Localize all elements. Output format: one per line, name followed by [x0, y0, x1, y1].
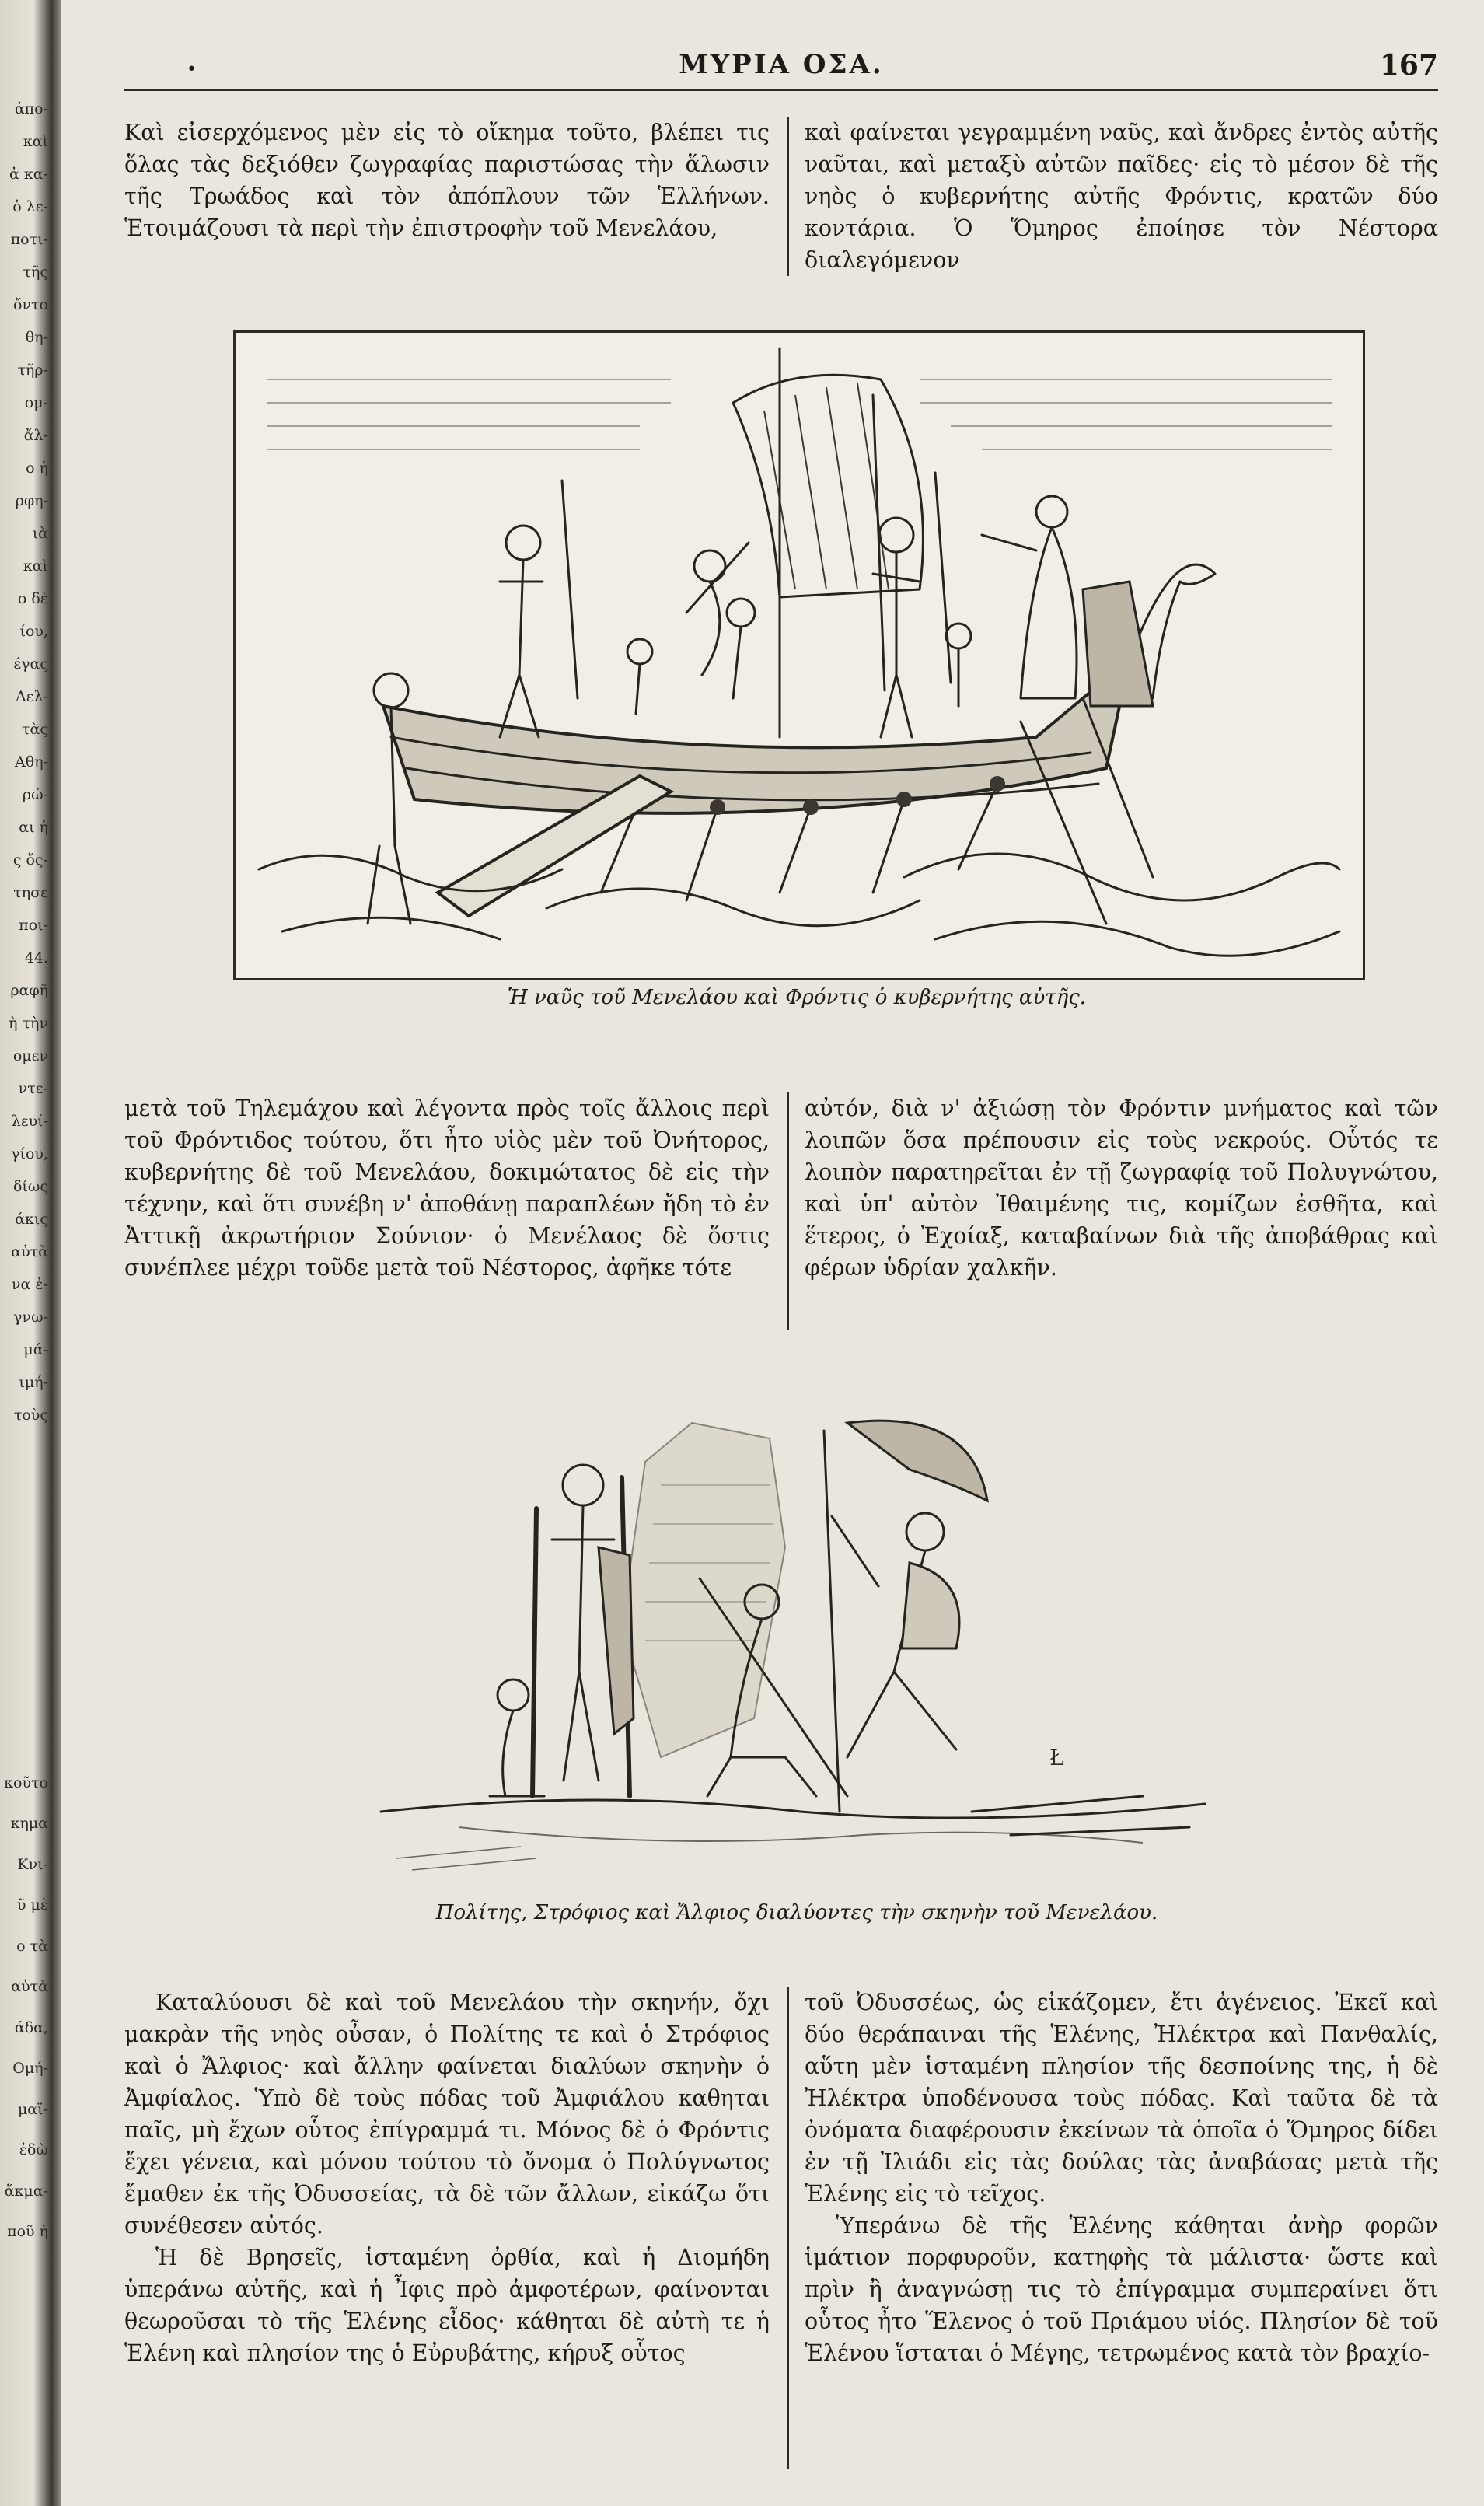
gutter-fragment: αὐτὰ	[11, 1979, 48, 1995]
middle-left-column	[124, 1092, 770, 1284]
facing-page-gutter	[0, 0, 61, 2506]
ship-illustration	[236, 333, 1363, 978]
gutter-fragment: ἀπο-	[14, 101, 48, 117]
gutter-fragment: Κνι-	[17, 1856, 48, 1873]
gutter-fragment: ο δὲ	[17, 591, 48, 607]
column-rule	[787, 117, 789, 276]
gutter-fragment: μά-	[23, 1342, 48, 1358]
gutter-fragment: ὴ τὴν	[9, 1015, 48, 1032]
paragraph: Ἡ δὲ Βρησεῖς, ἱσταμένη ὀρθία, καὶ ἡ Διομήδη ὑπεράνω αὐτῆς, καὶ ἡ Ἶφις πρὸ ἀμφοτέρων, φαίνονται θεωροῦσαι τὸ τῆς Ἑλένης εἶδος· κάθηται δὲ αὐτὴ τε ἡ Ἑλένη καὶ πλησίον της ὁ Εὐρυβάτης, κήρυξ οὗτος	[124, 2245, 770, 2366]
paragraph: Ὑπεράνω δὲ τῆς Ἑλένης κάθηται ἀνὴρ φορῶν ἱμάτιον πορφυροῦν, κατηφὴς τὰ μάλιστα· ὥστε καὶ πρὶν ἢ ἀναγνώσῃ τις τὸ ἐπίγραμμα συμπεραίνει ὅτι οὗτος ἦτο Ἕλενος ὁ τοῦ Πριάμου υἱός. Πλησίον δὲ τοῦ Ἑλένου ἵσταται ὁ Μέγης, τετρωμένος κατὰ τὸν βραχίο-	[805, 2213, 1438, 2366]
gutter-fragment: ς ὄς-	[12, 852, 48, 869]
gutter-fragment: έγας	[13, 656, 48, 673]
gutter-fragment: άδα,	[14, 2019, 48, 2036]
gutter-fragment: ῦ μὲ	[16, 1897, 48, 1914]
gutter-fragment: ἄκμα-	[4, 2183, 48, 2200]
gutter-fragment: ποῦ ἡ	[7, 2224, 48, 2240]
header-dot: •	[187, 60, 197, 79]
gutter-fragment: κημα	[10, 1816, 48, 1832]
gutter-fragment: κοῦτο	[4, 1774, 48, 1791]
gutter-fragment: 44.	[24, 950, 48, 966]
gutter-fragment: Δελ-	[15, 689, 48, 705]
gutter-fragment: αὐτὰ	[11, 1244, 48, 1260]
figure-caption: Πολίτης, Στρόφιος καὶ Ἄλφιος διαλύοντες τὴν σκηνὴν τοῦ Μενελάου.	[435, 1901, 1158, 1924]
gutter-fragment: ομεν	[12, 1048, 48, 1064]
paragraph: Καὶ εἰσερχόμενος μὲν εἰς τὸ οἴκημα τοῦτο, βλέπει τις ὅλας τὰς δεξιόθεν ζωγραφίας παριστώσας τὴν ἅλωσιν τῆς Τρωάδος καὶ τὸν ἀπόπλουν τῶν Ἑλλήνων. Ἑτοιμάζουσι τὰ περὶ τὴν ἐπιστροφὴν τοῦ Μενελάου,	[124, 120, 770, 241]
gutter-fragment: καὶ	[23, 558, 48, 575]
gutter-fragment: ποτι-	[10, 232, 48, 248]
gutter-fragment: ὁ λε-	[12, 199, 48, 215]
gutter-fragment: αι ἡ	[19, 820, 48, 836]
gutter-fragment: θη-	[25, 330, 48, 346]
paragraph: αὐτόν, διὰ ν' ἀξιώσῃ τὸν Φρόντιν μνήματος καὶ τῶν λοιπῶν ὅσα πρέπουσιν εἰς τοὺς νεκρούς. Οὗτός τε λοιπὸν παρατηρεῖται ἐν τῇ ζωγραφίᾳ τοῦ Πολυγνώτου, καὶ ὑπ' αὐτὸν Ἰθαιμένης τις, κομίζων ἐσθῆτα, καὶ ἕτερος, ὁ Ἐχοίαξ, καταβαίνων διὰ τῆς ἀποβάθρας καὶ φέρων ὑδρίαν χαλκῆν.	[805, 1096, 1438, 1281]
gutter-fragment: ο ἡ	[26, 460, 48, 477]
gutter-fragment: τοὺς	[13, 1407, 48, 1424]
paragraph: Καταλύουσι δὲ καὶ τοῦ Μενελάου τὴν σκηνήν, ὄχι μακρὰν τῆς νηὸς οὖσαν, ὁ Πολίτης τε καὶ ὁ Στρόφιος καὶ ὁ Ἄλφιος· καὶ ἄλλην φαίνεται διαλύων σκηνὴν ὁ Ἀμφίαλος. Ὑπὸ δὲ τοὺς πόδας τοῦ Ἀμφιάλου καθηται παῖς, μὴ ἔχων οὗτος ἐπίγραμμά τι. Μόνος δὲ ὁ Φρόντις ἔχει γένεια, καὶ μόνου τούτου τὸ ὄνομα ὁ Πολύγνωτος ἔμαθεν ἐκ τῆς Ὀδυσσείας, τὰ δὲ τῶν ἄλλων, εἰκάζω ὅτι συνέθεσεν αὐτός.	[124, 1990, 770, 2239]
engraver-signature: Ł	[1049, 1745, 1064, 1770]
top-left-column	[124, 117, 770, 244]
gutter-fragment: γίου,	[11, 1146, 48, 1162]
paragraph: μετὰ τοῦ Τηλεμάχου καὶ λέγοντα πρὸς τοῖς ἄλλοις περὶ τοῦ Φρόντιδος τούτου, ὅτι ἦτο υἱὸς μὲν τοῦ Ὀνήτορος, κυβερνήτης δὲ τοῦ Μενελάου, δοκιμώτατος δὲ εἰς τὴν τέχνην, καὶ ὅτι συνέβη ν' ἀποθάνῃ παραπλέων ἤδη τὸ ἐν Ἀττικῇ ἀκρωτήριον Σούνιον· ὁ Μενέλαος δὲ ὅστις συνέπλεε μέχρι τοῦδε μετὰ τοῦ Νέστορος, ἀφῆκε τότε	[124, 1096, 770, 1281]
document-page	[86, 0, 1454, 2506]
gutter-fragment: ιμή-	[19, 1375, 48, 1391]
figure-caption: Ἡ ναῦς τοῦ Μενελάου καὶ Φρόντις ὁ κυβερνήτης αὐτῆς.	[507, 986, 1087, 1009]
gutter-fragment: γνω-	[13, 1309, 48, 1326]
gutter-fragment: ίου,	[19, 624, 48, 640]
gutter-fragment: ο τὰ	[16, 1938, 48, 1955]
tent-engraving	[365, 1392, 1228, 1874]
page-header	[124, 43, 1438, 91]
top-right-column	[805, 117, 1438, 276]
gutter-fragment: ντε-	[18, 1081, 48, 1097]
tent-illustration	[365, 1392, 1228, 1874]
running-title: ΜΥΡΙΑ ΟΣΑ.	[679, 49, 884, 80]
gutter-fragment: λευί-	[11, 1113, 48, 1130]
bottom-right-column	[805, 1987, 1438, 2369]
middle-right-column	[805, 1092, 1438, 1284]
gutter-fragment: τῆς	[23, 264, 48, 281]
column-rule	[787, 1092, 789, 1330]
gutter-fragment: τὰς	[22, 722, 48, 738]
column-rule	[787, 1987, 789, 2469]
gutter-fragment: μαϊ-	[17, 2101, 48, 2118]
paragraph: τοῦ Ὀδυσσέως, ὡς εἰκάζομεν, ἔτι ἀγένειος. Ἐκεῖ καὶ δύο θεράπαιναι τῆς Ἑλένης, Ἠλέκτρα καὶ Πανθαλίς, αὕτη μὲν ἱσταμένη πλησίον τῆς δεσποίνης της, ἡ δὲ Ἠλέκτρα ὑποδένουσα τοὺς πόδας. Καὶ ταῦτα δὲ τὰ ὀνόματα διαφέρουσιν ἐκείνων τὰ ὁποῖα ὁ Ὅμηρος δίδει ἐν τῇ Ἰλιάδι εἰς τὰς δούλας τὰς ἀναβάσας μετὰ τῆς Ἑλένης εἰς τὸ τεῖχος.	[805, 1990, 1438, 2207]
page-number: 167	[1379, 49, 1438, 82]
gutter-fragment: ρφη-	[15, 493, 48, 509]
gutter-fragment: καὶ	[23, 134, 48, 150]
gutter-fragment: ὄντο	[13, 297, 48, 313]
gutter-fragment: Αθη-	[15, 754, 48, 771]
gutter-fragment: να ἐ-	[11, 1277, 48, 1293]
gutter-fragment: Ομή-	[12, 2060, 48, 2077]
gutter-fragment: ποι-	[19, 917, 48, 934]
bottom-left-column	[124, 1987, 770, 2369]
gutter-fragment: ἐδὼ	[19, 2142, 48, 2158]
gutter-fragment: δίως	[12, 1179, 48, 1195]
gutter-fragment: άκις	[15, 1211, 48, 1228]
gutter-fragment: τησε	[13, 885, 48, 901]
gutter-fragment: τῆρ-	[17, 362, 48, 379]
gutter-fragment: ραφῆ	[10, 983, 48, 999]
gutter-fragment: ρώ-	[22, 787, 48, 803]
gutter-fragment: ιὰ	[32, 526, 48, 542]
gutter-fragment: ομ-	[24, 395, 48, 411]
gutter-fragment: ἀ κα-	[9, 166, 48, 183]
gutter-fragment: ἄλ-	[23, 428, 48, 444]
paragraph: καὶ φαίνεται γεγραμμένη ναῦς, καὶ ἄνδρες ἐντὸς αὐτῆς ναῦται, καὶ μεταξὺ αὐτῶν παῖδες· εἰς τὸ μέσον δὲ τῆς νηὸς ὁ κυβερνήτης αὐτῆς Φρόντις, κρατῶν δύο κοντάρια. Ὁ Ὅμηρος ἐποίησε τὸν Νέστορα διαλεγόμενον	[805, 120, 1438, 273]
ship-engraving	[233, 330, 1365, 980]
